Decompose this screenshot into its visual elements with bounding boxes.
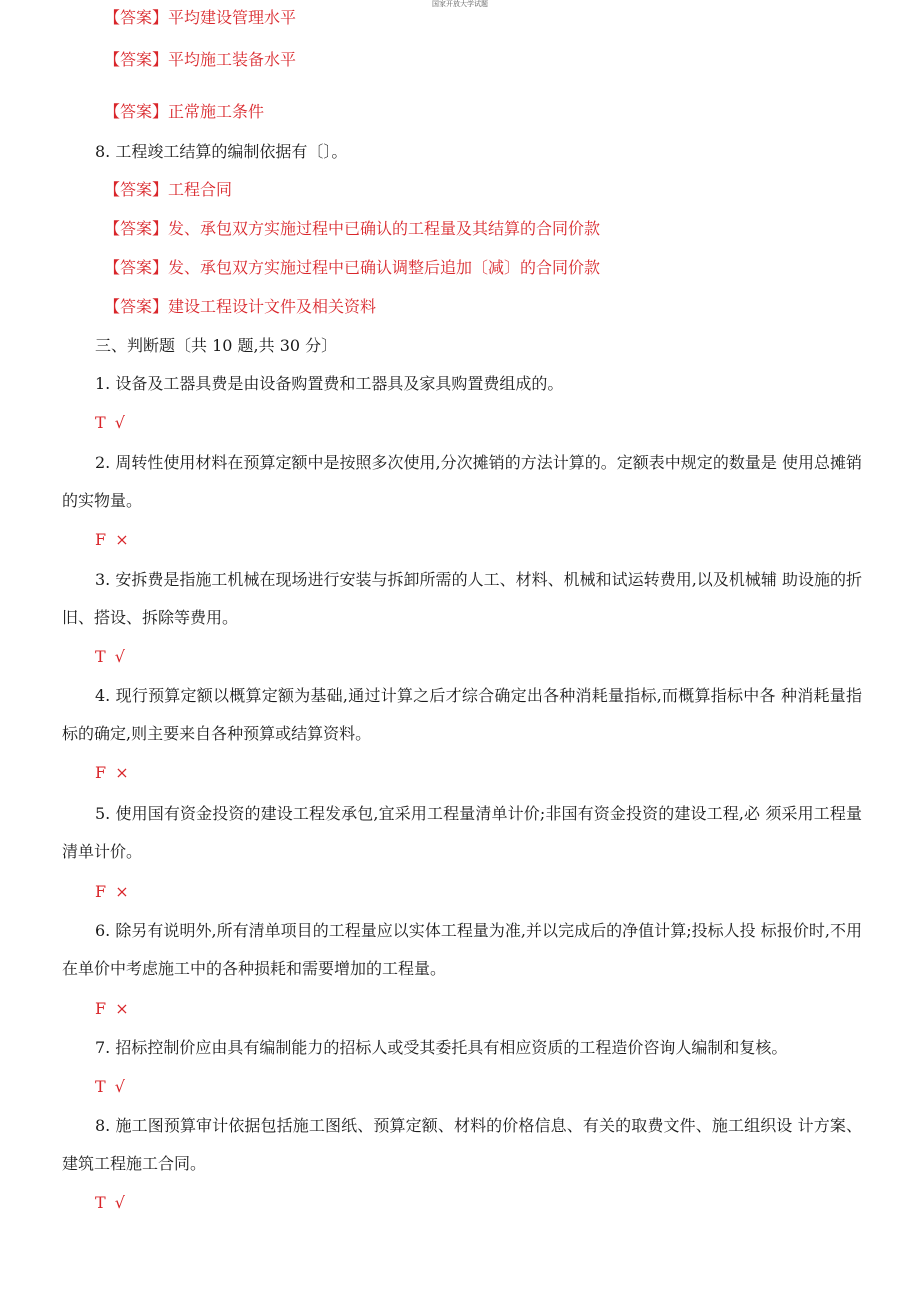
judgment-answer: F × [95,530,131,549]
judgment-answer: T √ [95,1193,127,1212]
judgment-question: 7. 招标控制价应由具有编制能力的招标人或受其委托具有相应资质的工程造价咨询人编制和复核。 [95,1038,788,1057]
judgment-question: 2. 周转性使用材料在预算定额中是按照多次使用,分次摊销的方法计算的。定额表中规定的数量是 使用总摊销的实物量。 [62,453,862,510]
answer-option: 【答案】工程合同 [104,180,233,199]
judgment-answer: F × [95,999,131,1018]
page-header: 国家开放大学试题 [432,0,488,8]
judgment-answer: T √ [95,1077,127,1096]
answer-option: 【答案】发、承包双方实施过程中已确认调整后追加〔减〕的合同价款 [104,258,601,277]
judgment-question: 5. 使用国有资金投资的建设工程发承包,宜采用工程量清单计价;非国有资金投资的建设工程,必 须采用工程量清单计价。 [62,804,862,861]
answer-option: 【答案】平均建设管理水平 [104,8,297,27]
section-title: 三、判断题〔共 10 题,共 30 分〕 [95,336,338,355]
answer-option: 【答案】平均施工装备水平 [104,50,297,69]
answer-option: 【答案】发、承包双方实施过程中已确认的工程量及其结算的合同价款 [104,219,601,238]
judgment-question: 8. 施工图预算审计依据包括施工图纸、预算定额、材料的价格信息、有关的取费文件、施工组织设 计方案、建筑工程施工合同。 [62,1116,862,1173]
judgment-question: 4. 现行预算定额以概算定额为基础,通过计算之后才综合确定出各种消耗量指标,而概算指标中各 种消耗量指标的确定,则主要来自各种预算或结算资料。 [62,686,862,743]
judgment-answer: F × [95,882,131,901]
judgment-answer: F × [95,763,131,782]
judgment-question: 3. 安拆费是指施工机械在现场进行安装与拆卸所需的人工、材料、机械和试运转费用,以及机械辅 助设施的折旧、搭设、拆除等费用。 [62,570,862,627]
answer-option: 【答案】建设工程设计文件及相关资料 [104,297,377,316]
question-text: 8. 工程竣工结算的编制依据有〔〕。 [95,142,348,161]
judgment-question: 6. 除另有说明外,所有清单项目的工程量应以实体工程量为准,并以完成后的净值计算;投标人投 标报价时,不用在单价中考虑施工中的各种损耗和需要增加的工程量。 [62,921,862,978]
answer-option: 【答案】正常施工条件 [104,102,265,121]
judgment-answer: T √ [95,647,127,666]
judgment-answer: T √ [95,413,127,432]
judgment-question: 1. 设备及工器具费是由设备购置费和工器具及家具购置费组成的。 [95,374,564,393]
